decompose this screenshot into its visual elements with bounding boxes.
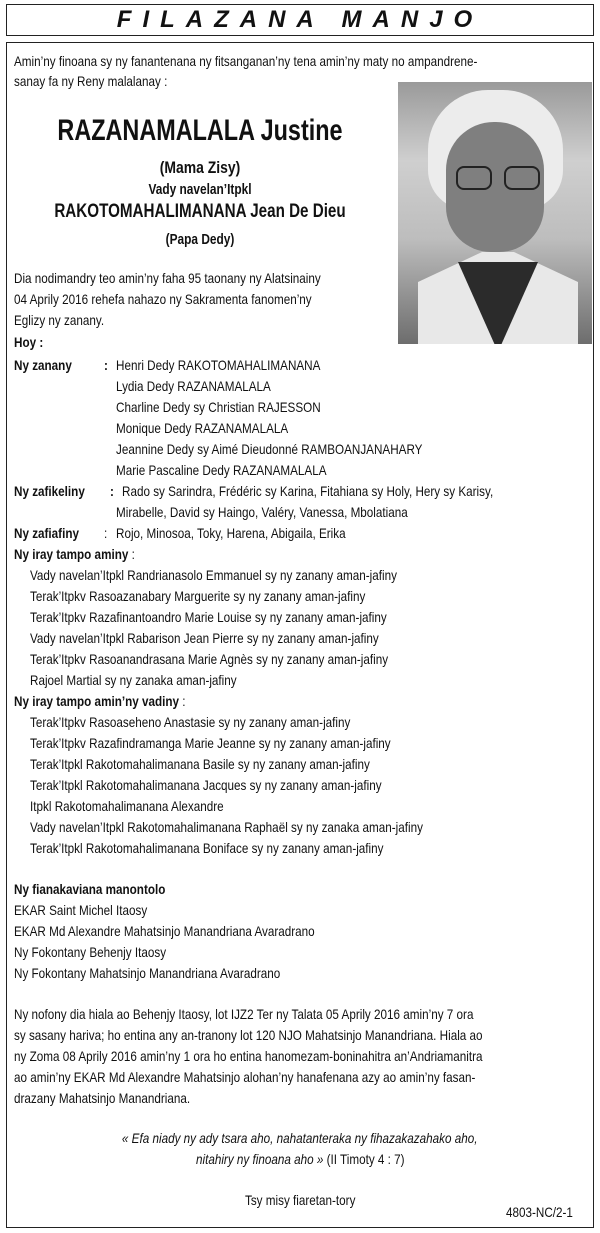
husband-sibling-item: Terak’Itpkv Rasoaseheno Anastasie sy ny zanany aman-jafiny <box>30 715 351 730</box>
child-item: Lydia Dedy RAZANAMALALA <box>116 379 271 394</box>
husband-sibling-item: Terak’Itpkv Razafindramanga Marie Jeanne sy ny zanany aman-jafiny <box>30 736 391 751</box>
footer-note: Tsy misy fiaretan-tory <box>244 1193 356 1208</box>
great-grandchildren-list: Rojo, Minosoa, Toky, Harena, Abigaila, Erika <box>116 526 346 541</box>
children-label: Ny zanany <box>14 358 72 373</box>
great-grandchildren-label: Ny zafiafiny <box>14 526 79 541</box>
death-notice-line-1: Dia nodimandry teo amin’ny faha 95 taonany ny Alatsinainy <box>14 271 321 286</box>
husband-sibling-item: Vady navelan’Itpkl Rakotomahalimanana Raphaël sy ny zanaka aman-jafiny <box>30 820 423 835</box>
sibling-item: Terak’Itpkv Rasoazanabary Marguerite sy ny zanany aman-jafiny <box>30 589 366 604</box>
portrait-photo <box>398 82 592 344</box>
notice-code: 4803-NC/2-1 <box>506 1205 573 1220</box>
husband-sibling-item: Terak’Itpkl Rakotomahalimanana Basile sy ny zanany aman-jafiny <box>30 757 370 772</box>
death-notice-line-2: 04 Aprily 2016 rehefa nahazo ny Sakramenta fanomen’ny <box>14 292 312 307</box>
spouse-name: RAKOTOMAHALIMANANA Jean De Dieu <box>54 201 346 222</box>
deceased-relation: Vady navelan’Itpkl <box>148 182 252 198</box>
siblings-sep: : <box>128 547 135 562</box>
siblings-label: Ny iray tampo aminy <box>14 547 129 562</box>
husband-sibling-item: Terak’Itpkl Rakotomahalimanana Jacques sy ny zanany aman-jafiny <box>30 778 382 793</box>
child-item: Jeannine Dedy sy Aimé Dieudonné RAMBOANJANAHARY <box>116 442 423 457</box>
sibling-item: Rajoel Martial sy ny zanaka aman-jafiny <box>30 673 237 688</box>
sibling-item: Terak’Itpkv Rasoanandrasana Marie Agnès sy ny zanany aman-jafiny <box>30 652 389 667</box>
funeral-line-1: Ny nofony dia hiala ao Behenjy Itaosy, lot IJZ2 Ter ny Talata 05 Aprily 2016 amin’ny 7 ora <box>14 1007 474 1022</box>
funeral-line-3: ny Zoma 08 Aprily 2016 amin’ny 1 ora ho entina hanomezam-boninahitra an’Andriamanitra <box>14 1049 483 1064</box>
sibling-item: Terak’Itpkv Razafinantoandro Marie Louise sy ny zanany aman-jafiny <box>30 610 387 625</box>
family-label: Ny fianakaviana manontolo <box>14 882 166 897</box>
family-item: Ny Fokontany Behenjy Itaosy <box>14 945 167 960</box>
sibling-item: Vady navelan’Itpkl Randrianasolo Emmanuel sy ny zanany aman-jafiny <box>30 568 397 583</box>
hoy-label: Hoy : <box>14 335 44 350</box>
funeral-line-2: sy sasany hariva; ho entina any an-tranony lot 120 NJO Mahatsinjo Manandriana. Hiala ao <box>14 1028 483 1043</box>
husband-sibling-item: Itpkl Rakotomahalimanana Alexandre <box>30 799 224 814</box>
child-item: Monique Dedy RAZANAMALALA <box>116 421 289 436</box>
notice-header <box>6 4 594 36</box>
husband-sibling-item: Terak’Itpkl Rakotomahalimanana Boniface sy ny zanany aman-jafiny <box>30 841 384 856</box>
grandchildren-sep: : <box>110 484 114 499</box>
deceased-name: RAZANAMALALA Justine <box>57 114 343 147</box>
family-item: EKAR Md Alexandre Mahatsinjo Manandriana Avaradrano <box>14 924 315 939</box>
sibling-item: Vady navelan’Itpkl Rabarison Jean Pierre sy ny zanany aman-jafiny <box>30 631 379 646</box>
child-item: Charline Dedy sy Christian RAJESSON <box>116 400 321 415</box>
death-notice-line-3: Eglizy ny zanany. <box>14 313 105 328</box>
deceased-nickname: (Mama Zisy) <box>159 158 241 177</box>
quote-line-1: « Efa niady ny ady tsara aho, nahatanteraka ny fihazakazahako aho, <box>122 1131 478 1146</box>
grandchildren-line-2: Mirabelle, David sy Haingo, Valéry, Vanessa, Mbolatiana <box>116 505 408 520</box>
siblings-heading <box>14 545 135 565</box>
children-sep: : <box>104 358 108 373</box>
husband-siblings-label: Ny iray tampo amin’ny vadiny <box>14 694 180 709</box>
grandchildren-line-1: Rado sy Sarindra, Frédéric sy Karina, Fitahiana sy Holy, Hery sy Karisy, <box>122 484 494 499</box>
child-item: Marie Pascaline Dedy RAZANAMALALA <box>116 463 327 478</box>
husband-siblings-heading <box>14 692 186 712</box>
funeral-line-4: ao amin’ny EKAR Md Alexandre Mahatsinjo alohan’ny hanafenana azy ao amin’ny fasan- <box>14 1070 476 1085</box>
grandchildren-label: Ny zafikeliny <box>14 484 85 499</box>
child-item: Henri Dedy RAKOTOMAHALIMANANA <box>116 358 321 373</box>
spouse-nickname: (Papa Dedy) <box>165 232 235 248</box>
funeral-line-5: drazany Mahatsinjo Manandriana. <box>14 1091 191 1106</box>
notice-title: FILAZANA MANJO <box>116 6 484 33</box>
intro-line-2: sanay fa ny Reny malalanay : <box>14 74 168 89</box>
intro-line-1: Amin’ny finoana sy ny fanantenana ny fitsanganan’ny tena amin’ny maty no ampandrene- <box>14 54 478 69</box>
quote-line-2 <box>0 1150 600 1170</box>
family-item: EKAR Saint Michel Itaosy <box>14 903 148 918</box>
great-grandchildren-sep: : <box>104 526 108 541</box>
quote-reference: (II Timoty 4 : 7) <box>323 1152 405 1167</box>
quote-text: nitahiry ny finoana aho » <box>195 1152 324 1167</box>
family-item: Ny Fokontany Mahatsinjo Manandriana Avaradrano <box>14 966 281 981</box>
husband-siblings-sep: : <box>179 694 186 709</box>
